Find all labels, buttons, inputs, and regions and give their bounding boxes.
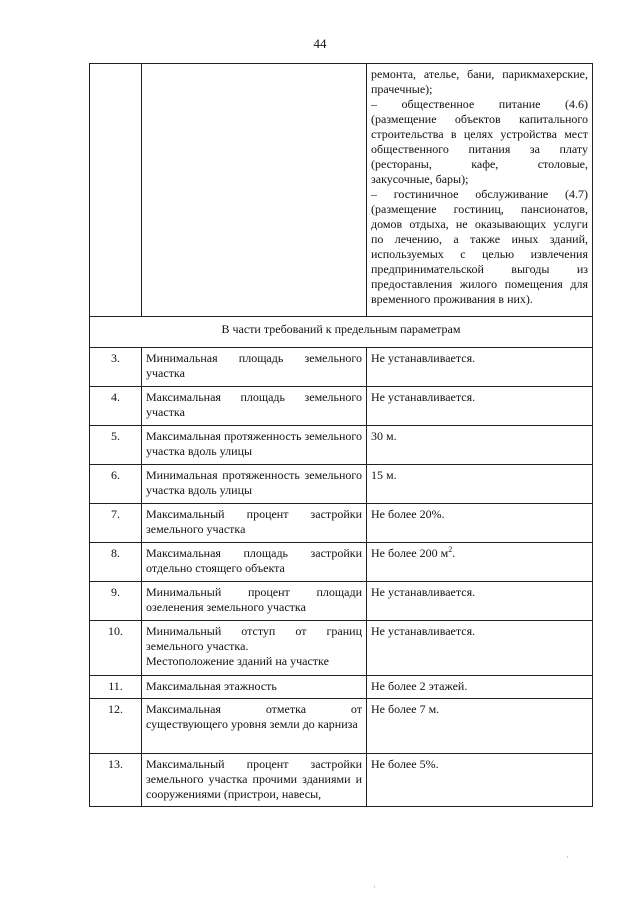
continuation-text-cell bbox=[367, 64, 593, 317]
row-number: 8. bbox=[90, 543, 142, 582]
continuation-line: по лечению, а также иных зданий, bbox=[371, 232, 588, 246]
table-row bbox=[90, 754, 593, 807]
continuation-line: предпринимательской выгоды из bbox=[371, 262, 588, 276]
continuation-name-cell bbox=[142, 64, 367, 317]
parameter-value: Не более 5%. bbox=[367, 754, 593, 807]
parameter-name: Максимальная отметка от существующего уровня земли до карниза bbox=[142, 699, 367, 754]
parameter-name: Максимальная протяженность земельного участка вдоль улицы bbox=[142, 426, 367, 465]
row-number: 9. bbox=[90, 582, 142, 621]
parameters-table bbox=[89, 63, 593, 807]
row-number: 12. bbox=[90, 699, 142, 754]
continuation-line: (размещение гостиниц, пансионатов, bbox=[371, 202, 588, 216]
continuation-line: временного проживания в них). bbox=[371, 292, 533, 306]
parameter-name-extra: Местоположение зданий на участке bbox=[146, 654, 329, 668]
table-row bbox=[90, 426, 593, 465]
table-row bbox=[90, 676, 593, 699]
row-number: 5. bbox=[90, 426, 142, 465]
table-row bbox=[90, 699, 593, 754]
continuation-line: ремонта, ателье, бани, парикмахерские, bbox=[371, 67, 588, 81]
parameter-name: Минимальный отступ от границ земельного участка. bbox=[146, 624, 362, 653]
table-row bbox=[90, 387, 593, 426]
value-text: Не более 200 м bbox=[371, 546, 449, 560]
scan-speck: · bbox=[373, 882, 376, 892]
row-number: 10. bbox=[90, 621, 142, 676]
parameter-value bbox=[367, 543, 593, 582]
continuation-line: – общественное питание (4.6) bbox=[371, 97, 588, 111]
continuation-row bbox=[90, 64, 593, 317]
parameter-value: Не устанавливается. bbox=[367, 387, 593, 426]
table-row bbox=[90, 543, 593, 582]
continuation-line: строительства в целях устройства мест bbox=[371, 127, 588, 141]
parameter-name: Максимальный процент застройки земельного участка прочими зданиями и сооружениями (пристрои, навесы, bbox=[142, 754, 367, 807]
parameter-value: 30 м. bbox=[367, 426, 593, 465]
parameter-name: Минимальный процент площади озеленения земельного участка bbox=[142, 582, 367, 621]
table-row bbox=[90, 504, 593, 543]
row-number: 4. bbox=[90, 387, 142, 426]
value-suffix: . bbox=[452, 546, 456, 560]
parameter-name-cell bbox=[142, 621, 367, 676]
parameter-value: Не устанавливается. bbox=[367, 621, 593, 676]
parameter-name: Максимальная площадь застройки отдельно стоящего объекта bbox=[142, 543, 367, 582]
section-header-row bbox=[90, 317, 593, 348]
table-row bbox=[90, 348, 593, 387]
table-row bbox=[90, 465, 593, 504]
scan-speck: · bbox=[566, 852, 569, 862]
parameter-name: Максимальный процент застройки земельного участка bbox=[142, 504, 367, 543]
parameter-value: Не более 7 м. bbox=[367, 699, 593, 754]
parameter-name: Минимальная площадь земельного участка bbox=[142, 348, 367, 387]
row-number: 13. bbox=[90, 754, 142, 807]
section-title: В части требований к предельным параметрам bbox=[90, 317, 593, 348]
table-row bbox=[90, 621, 593, 676]
table-row bbox=[90, 582, 593, 621]
parameter-value: 15 м. bbox=[367, 465, 593, 504]
continuation-line: – гостиничное обслуживание (4.7) bbox=[371, 187, 588, 201]
page-number: 44 bbox=[313, 36, 327, 51]
parameter-value: Не более 2 этажей. bbox=[367, 676, 593, 699]
row-number: 3. bbox=[90, 348, 142, 387]
continuation-line: (рестораны, кафе, столовые, bbox=[371, 157, 588, 171]
continuation-line: закусочные, бары); bbox=[371, 172, 469, 186]
value-superscript: 2 bbox=[448, 545, 453, 554]
parameter-value: Не устанавливается. bbox=[367, 348, 593, 387]
parameter-value: Не устанавливается. bbox=[367, 582, 593, 621]
parameter-name: Максимальная площадь земельного участка bbox=[142, 387, 367, 426]
parameter-name: Минимальная протяженность земельного участка вдоль улицы bbox=[142, 465, 367, 504]
row-number: 7. bbox=[90, 504, 142, 543]
parameter-name: Максимальная этажность bbox=[142, 676, 367, 699]
row-number: 6. bbox=[90, 465, 142, 504]
continuation-line: (размещение объектов капитального bbox=[371, 112, 588, 126]
continuation-line: используемых с целью извлечения bbox=[371, 247, 588, 261]
row-number: 11. bbox=[90, 676, 142, 699]
continuation-line: домов отдыха, не оказывающих услуги bbox=[371, 217, 588, 231]
parameter-value: Не более 20%. bbox=[367, 504, 593, 543]
continuation-line: прачечные); bbox=[371, 82, 433, 96]
continuation-num-cell bbox=[90, 64, 142, 317]
continuation-line: предоставления жилого помещения для bbox=[371, 277, 588, 291]
continuation-line: общественного питания за плату bbox=[371, 142, 588, 156]
